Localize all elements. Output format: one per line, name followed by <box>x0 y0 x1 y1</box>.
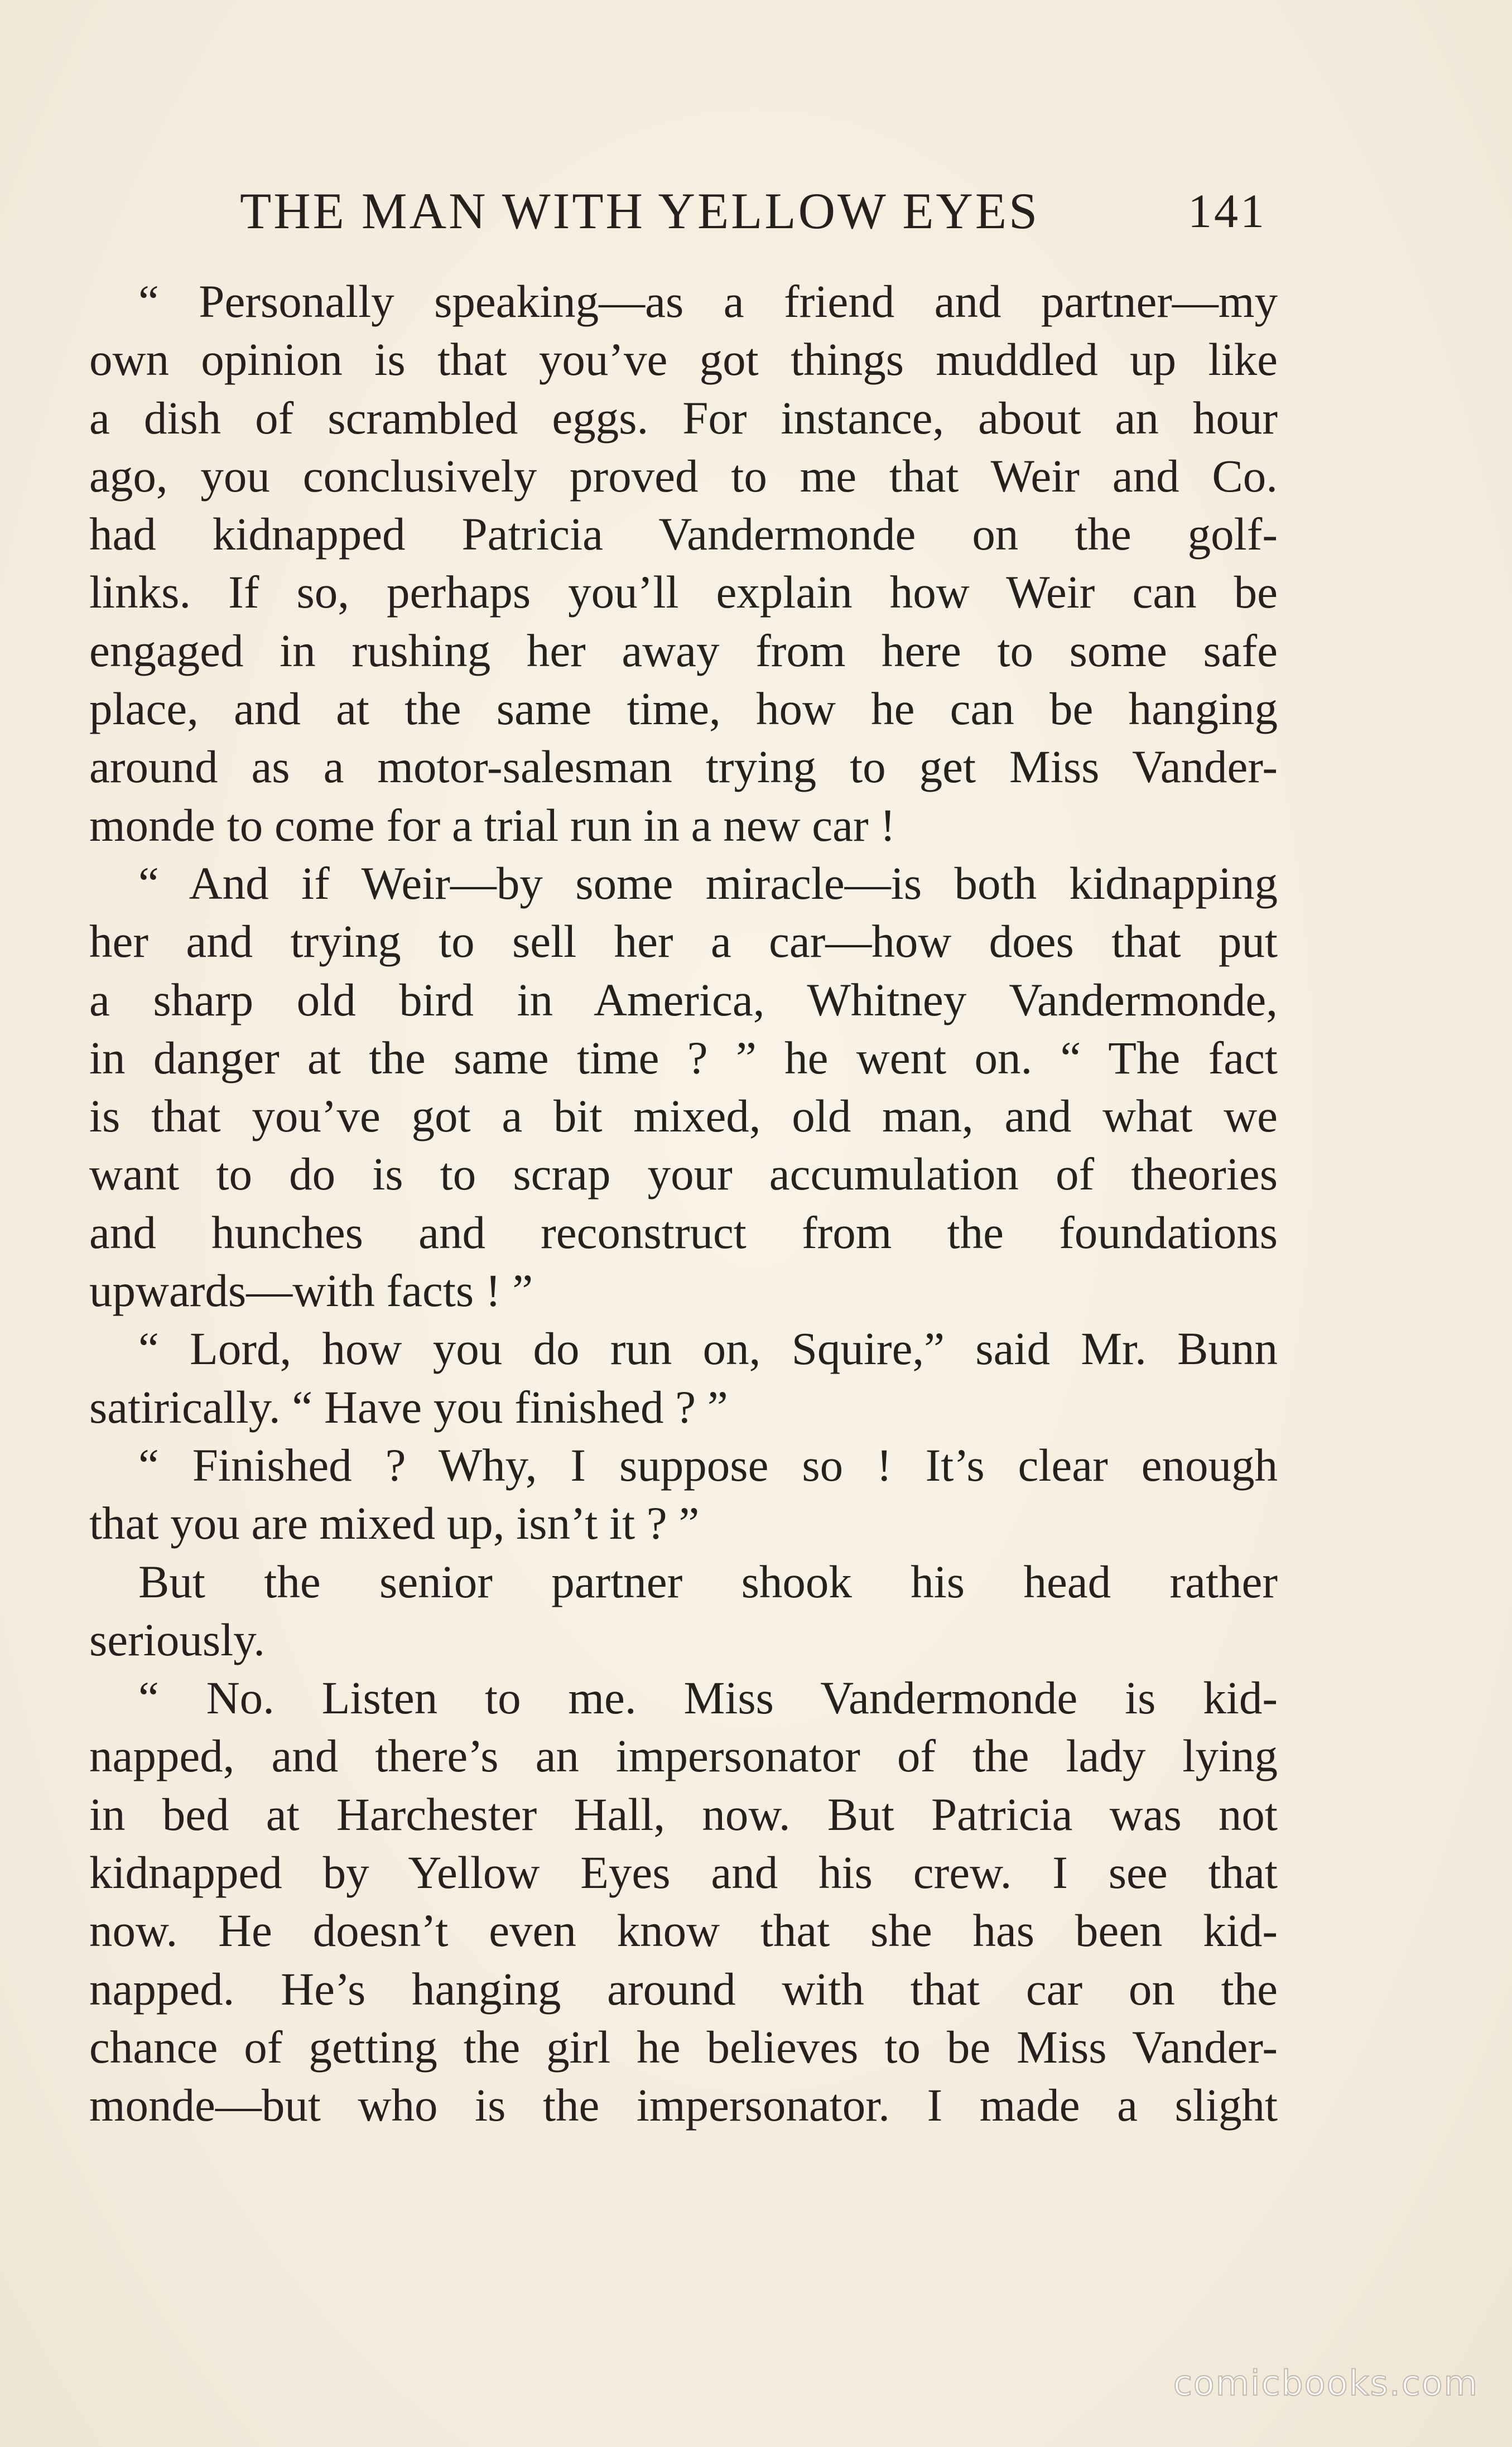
page-number: 141 <box>1188 184 1267 238</box>
text-line: around as a motor-salesman trying to get Miss Vander- <box>89 741 1278 793</box>
text-line: napped, and there’s an impersonator of the lady lying <box>89 1730 1278 1782</box>
text-line: links. If so, perhaps you’ll explain how Weir can be <box>89 566 1278 618</box>
text-line: “ Finished ? Why, I suppose so ! It’s clear enough <box>138 1439 1278 1491</box>
text-line: is that you’ve got a bit mixed, old man, and what we <box>89 1090 1278 1142</box>
text-line: own opinion is that you’ve got things muddled up like <box>89 334 1278 386</box>
text-line: had kidnapped Patricia Vandermonde on the golf- <box>89 508 1278 560</box>
text-line: “ Lord, how you do run on, Squire,” said Mr. Bunn <box>138 1323 1278 1375</box>
text-line: now. He doesn’t even know that she has been kid- <box>89 1905 1278 1957</box>
running-title: THE MAN WITH YELLOW EYES <box>240 182 1040 239</box>
text-line: and hunches and reconstruct from the foundations <box>89 1206 1278 1258</box>
text-line: place, and at the same time, how he can be hanging <box>89 683 1278 735</box>
text-line: “ And if Weir—by some miracle—is both kidnapping <box>138 857 1278 909</box>
text-line: want to do is to scrap your accumulation of theories <box>89 1148 1278 1200</box>
text-line: But the senior partner shook his head rather <box>138 1555 1278 1607</box>
text-line: satirically. “ Have you finished ? ” <box>89 1381 728 1433</box>
text-line: monde to come for a trial run in a new car ! <box>89 799 896 851</box>
text-line: “ No. Listen to me. Miss Vandermonde is kid- <box>138 1672 1278 1724</box>
text-line: a dish of scrambled eggs. For instance, about an hour <box>89 392 1278 444</box>
text-line: ago, you conclusively proved to me that Weir and Co. <box>89 450 1278 502</box>
text-line: her and trying to sell her a car—how does that put <box>89 916 1278 967</box>
text-line: upwards—with facts ! ” <box>89 1265 533 1317</box>
text-line: kidnapped by Yellow Eyes and his crew. I see that <box>89 1847 1278 1899</box>
text-line: “ Personally speaking—as a friend and partner—my <box>138 276 1278 327</box>
body-text <box>89 272 1278 2135</box>
text-line: in danger at the same time ? ” he went on. “ The fact <box>89 1032 1278 1083</box>
watermark: comicbooks.com <box>1173 2363 1479 2403</box>
text-line: engaged in rushing her away from here to some safe <box>89 624 1278 676</box>
text-line: in bed at Harchester Hall, now. But Patricia was not <box>89 1788 1278 1840</box>
text-line: chance of getting the girl he believes to be Miss Vander- <box>89 2021 1278 2073</box>
text-line: a sharp old bird in America, Whitney Vandermonde, <box>89 974 1278 1025</box>
text-line: monde—but who is the impersonator. I made a slight <box>89 2079 1278 2131</box>
text-line: seriously. <box>89 1613 266 1665</box>
text-line: napped. He’s hanging around with that car on the <box>89 1963 1278 2015</box>
text-line: that you are mixed up, isn’t it ? ” <box>89 1497 700 1549</box>
page-header <box>240 177 1267 244</box>
